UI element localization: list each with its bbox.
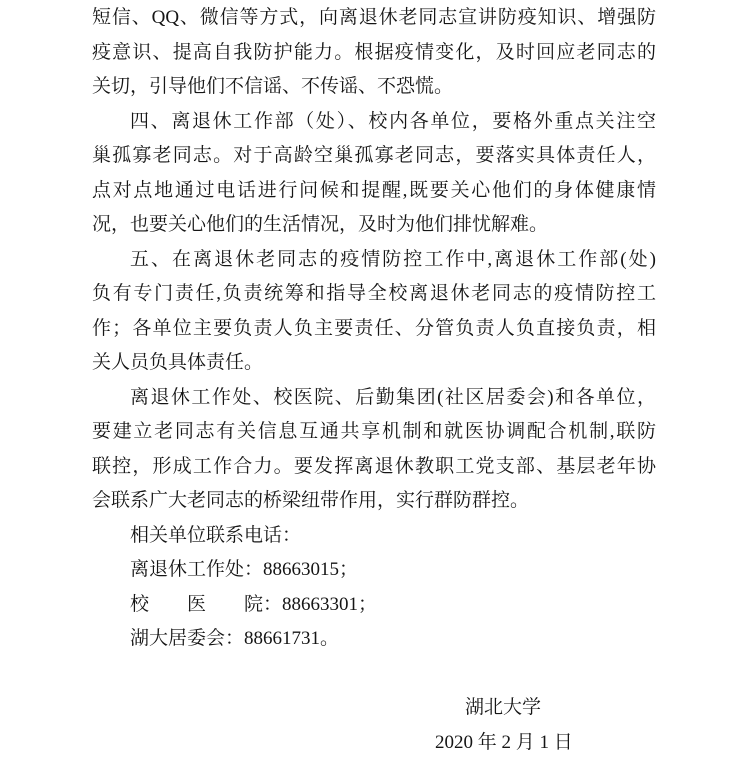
text-line: 要建立老同志有关信息互通共享机制和就医协调配合机制,联防 xyxy=(92,421,656,442)
text-line: 联控，形成工作合力。要发挥离退休教职工党支部、基层老年协 xyxy=(92,455,656,477)
contact-line: 离退休工作处：88663015； xyxy=(130,559,359,580)
text-line: 巢孤寡老同志。对于高龄空巢孤寡老同志，要落实具体责任人， xyxy=(92,145,656,166)
text-line: 关切，引导他们不信谣、不传谣、不恐慌。 xyxy=(92,76,454,97)
text-line: 会联系广大老同志的桥梁纽带作用，实行群防群控。 xyxy=(92,490,530,511)
contact-line: 校 医 院：88663301； xyxy=(130,593,378,615)
contact-line: 湖大居委会：88661731。 xyxy=(130,628,340,649)
text-line-item-four: 四、离退休工作部（处）、校内各单位，要格外重点关注空 xyxy=(130,110,656,132)
text-line: 负有专门责任,负责统筹和指导全校离退休老同志的疫情防控工 xyxy=(92,283,656,304)
text-line: 关人员负具体责任。 xyxy=(92,352,264,373)
text-line: 况，也要关心他们的生活情况，及时为他们排忧解难。 xyxy=(92,214,549,235)
text-line: 点对点地通过电话进行问候和提醒,既要关心他们的身体健康情 xyxy=(92,179,656,201)
text-line: 离退休工作处、校医院、后勤集团(社区居委会)和各单位， xyxy=(130,386,656,408)
signature-org: 湖北大学 xyxy=(465,697,542,718)
text-line: 疫意识、提高自我防护能力。根据疫情变化，及时回应老同志的 xyxy=(92,41,656,63)
text-line-item-five: 五、在离退休老同志的疫情防控工作中,离退休工作部(处) xyxy=(130,248,656,270)
text-line: 作；各单位主要负责人负主要责任、分管负责人负直接负责，相 xyxy=(92,317,656,339)
signature-date: 2020 年 2 月 1 日 xyxy=(435,731,573,753)
text-line: 短信、QQ、微信等方式，向离退休老同志宣讲防疫知识、增强防 xyxy=(92,7,656,28)
contacts-heading: 相关单位联系电话： xyxy=(130,524,302,546)
